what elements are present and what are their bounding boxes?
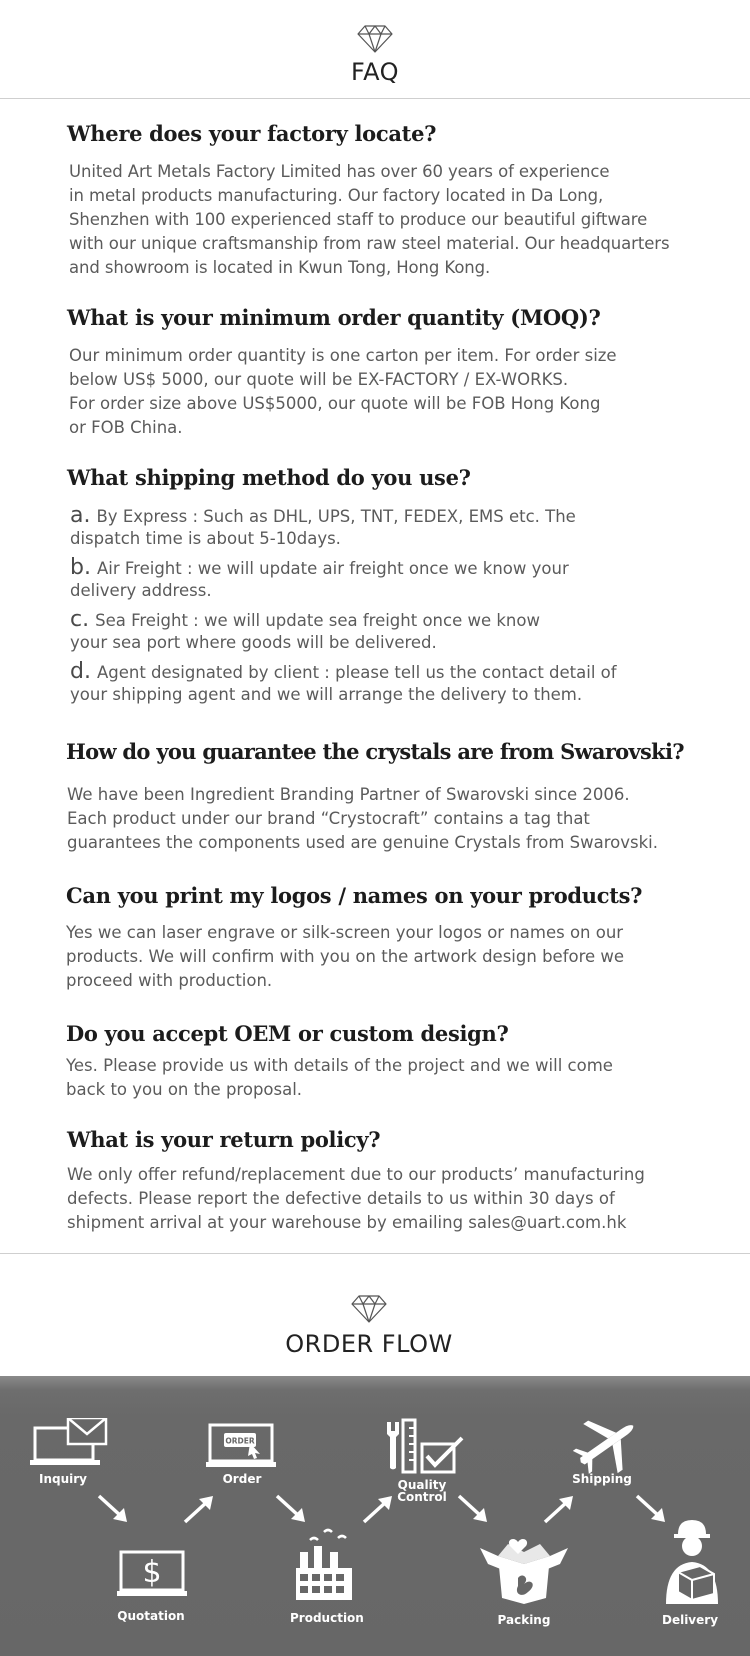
faq-answer: We only offer refund/replacement due to our products’ manufacturing defects. Please report the defective details to us within 30 days of shipment arrival at your warehouse by emailing sales@uart.com.hk [67, 1165, 645, 1232]
step-shipping [568, 1416, 644, 1486]
shipping-option: d. Agent designated by client : please tell us the contact detail of your shipping agent and we will arrange the delivery to them. [70, 659, 617, 704]
arrow-up-right-icon [182, 1493, 216, 1525]
arrow-down-right-icon [274, 1493, 308, 1525]
step-label: Order [222, 1472, 262, 1486]
step-label: Quality [397, 1478, 447, 1492]
faq-question: How do you guarantee the crystals are from Swarovski? [66, 739, 684, 764]
svg-text:$: $ [142, 1555, 162, 1590]
faq-title: FAQ [351, 58, 399, 86]
step-label: Packing [497, 1613, 551, 1627]
faq-question: Do you accept OEM or custom design? [66, 1021, 509, 1046]
faq-question: What is your return policy? [67, 1127, 381, 1152]
factory-icon [294, 1526, 362, 1602]
faq-question: What is your minimum order quantity (MOQ)? [67, 305, 601, 330]
step-label: Control [397, 1490, 447, 1504]
step-label: Delivery [661, 1613, 719, 1627]
step-order [206, 1421, 278, 1485]
laptop-mail-icon [30, 1418, 108, 1468]
order-screen-text: ORDER [225, 1436, 255, 1446]
step-label: Shipping [572, 1472, 632, 1486]
faq-answer: Our minimum order quantity is one carton per item. For order size below US$ 5000, our quote will be EX-FACTORY / EX-WORKS. For order size above US$5000, our quote will be FOB Hong Kong or FOB China. [69, 346, 617, 437]
shipping-option: a. By Express : Such as DHL, UPS, TNT, FEDEX, EMS etc. The dispatch time is about 5-10days. [70, 503, 576, 548]
shipping-option: b. Air Freight : we will update air freight once we know your delivery address. [70, 555, 569, 600]
diamond-icon [356, 24, 394, 54]
step-quotation [117, 1548, 189, 1638]
faq-header [0, 24, 750, 86]
arrow-down-right-icon [96, 1493, 130, 1525]
airplane-icon [573, 1416, 639, 1474]
order-flow-header [0, 1294, 744, 1358]
faq-answer: Yes. Please provide us with details of the project and we will come back to you on the proposal. [66, 1056, 613, 1099]
faq-answer: Yes we can laser engrave or silk-screen your logos or names on our products. We will confirm with you on the artwork design before we proceed with production. [66, 923, 625, 990]
step-inquiry [30, 1418, 108, 1486]
order-flow-band [0, 1376, 750, 1656]
faq-question: Can you print my logos / names on your products? [66, 883, 643, 908]
arrow-down-right-icon [634, 1493, 668, 1525]
order-flow-title: ORDER FLOW [285, 1330, 453, 1358]
laptop-dollar-icon [117, 1548, 189, 1600]
step-label: Inquiry [39, 1472, 87, 1486]
step-label: Quotation [117, 1609, 185, 1623]
faq-answer: United Art Metals Factory Limited has over 60 years of experience in metal products manufacturing. Our factory located in Da Long, Shenzhen with 100 experienced staff to produce our beautiful giftware with our unique craftsmanship from raw steel material. Our headquarters and showroom is located in Kwun Tong, Hong Kong. [69, 162, 670, 277]
order-flow-divider [0, 1253, 750, 1254]
arrow-up-right-icon [542, 1493, 576, 1525]
faq-question: Where does your factory locate? [67, 121, 437, 146]
step-delivery [660, 1518, 724, 1638]
arrow-up-right-icon [361, 1493, 395, 1525]
faq-question: What shipping method do you use? [67, 465, 471, 490]
faq-divider [0, 98, 750, 99]
delivery-person-icon [660, 1518, 724, 1604]
wrench-ruler-check-icon [384, 1418, 472, 1476]
step-packing [478, 1528, 570, 1638]
step-production [290, 1526, 364, 1638]
diamond-icon [350, 1294, 388, 1324]
shipping-option: c. Sea Freight : we will update sea freight once we know your sea port where goods will be delivered. [70, 607, 540, 652]
open-box-heart-icon [478, 1528, 570, 1604]
laptop-order-icon [206, 1421, 278, 1471]
step-label: Production [290, 1611, 364, 1625]
arrow-down-right-icon [456, 1493, 490, 1525]
faq-answer: We have been Ingredient Branding Partner of Swarovski since 2006. Each product under our brand “Crystocraft” contains a tag that guarantees the components used are genuine Crystals from Swarovski. [67, 785, 659, 852]
